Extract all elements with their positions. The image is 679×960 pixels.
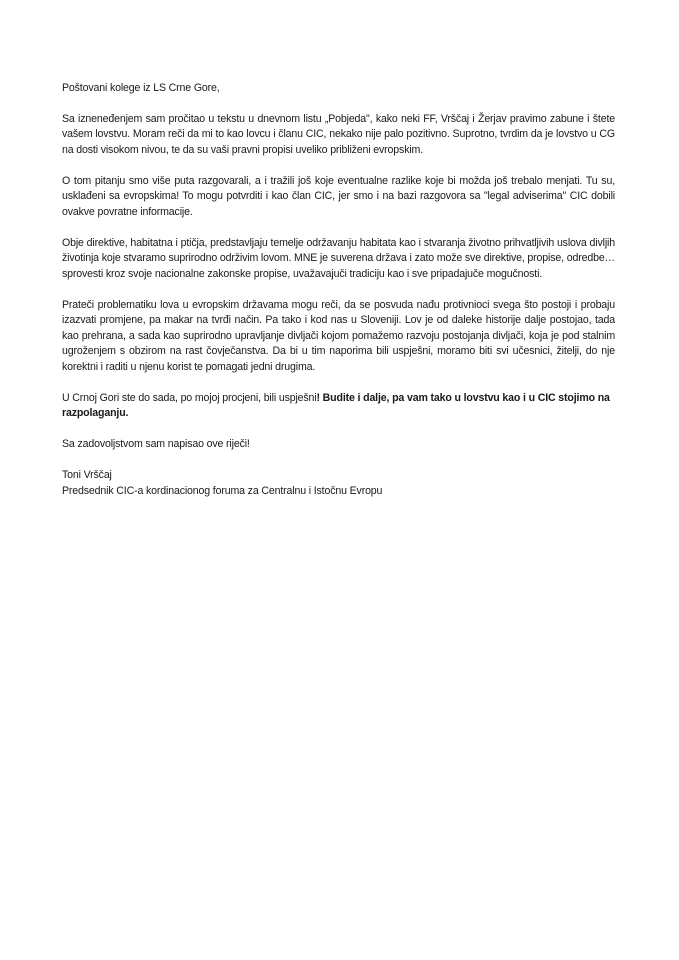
paragraph-1: Sa izneneđenjem sam pročitao u tekstu u dnevnom listu „Pobjeda", kako neki FF, Vrščaj i Žerjav pravimo zabune i štete vašem lovstvu. Moram reči da mi to kao lovcu i članu CIC, nekako nije palo pozitivno. Suprotno, tvrdim da je lovstvo u CG na dosti visokom nivou, te da su vaši pravni propisi uveliko približeni evropskim.: [62, 112, 615, 156]
paragraph-4: Prateči problematiku lova u evropskim državama mogu reči, da se posvuda nađu protivnioci svega što postoji i probaju izazvati promjene, pa makar na tvrđi način. Pa tako i kod nas u Sloveniji. Lov je od daleke historije dalje postojao, tada kao prehrana, a sada kao suprirodno upravljanje divljači kojom pomažemo razvoju postojanja divljači, koja je pod stalnim ugroženjem s obzirom na rast čovječanstva. Da bi u tim naporima bili uspješni, moramo biti svi učesnici, žitelji, do nje korektni i raditi u njenu korist te pomagati jedni drugima.: [62, 298, 615, 374]
greeting: Poštovani kolege iz LS Crne Gore,: [62, 82, 220, 94]
signature-name: Toni Vrščaj: [62, 469, 112, 481]
letter-body: [62, 81, 615, 514]
closing-bold-text: ! Budite i dalje, pa vam tako u lovstvu kao i u CIC stojimo na razpolaganju.: [62, 391, 610, 420]
signature-block: [62, 468, 615, 499]
signature-title: Predsednik CIC-a kordinacionog foruma za Centralnu i Istočnu Evropu: [62, 484, 383, 497]
paragraph-2: O tom pitanju smo više puta razgovarali, a i tražili još koje eventualne razlike koje bi možda još trebalo menjati. Tu su, usklađeni sa evropskima! To mogu potvrditi i kao član CIC, jer smo i na bazi razgovora sa "legal adviserima" CIC dobili ovakve povratne informacije.: [62, 174, 615, 218]
paragraph-3: Obje direktive, habitatna i ptičja, predstavljaju temelje održavanju habitata kao i stvaranja životno prihvatljivih uslova divljih životinja koje stvaramo suprirodno održivim lovom. MNE je suverena država i zato može sve direktive, propise, odredbe… sprovesti kroz svoje nacionalne zakonske propise, uvažavajuči tradiciju kao i sve pripadajuče mogučnosti.: [62, 236, 615, 280]
closing-paragraph: [62, 391, 615, 422]
closing-regular-text: U Crnoj Gori ste do sada, po mojoj procjeni, bili uspješni: [62, 391, 317, 404]
farewell: Sa zadovoljstvom sam napisao ove riječi!: [62, 438, 250, 451]
